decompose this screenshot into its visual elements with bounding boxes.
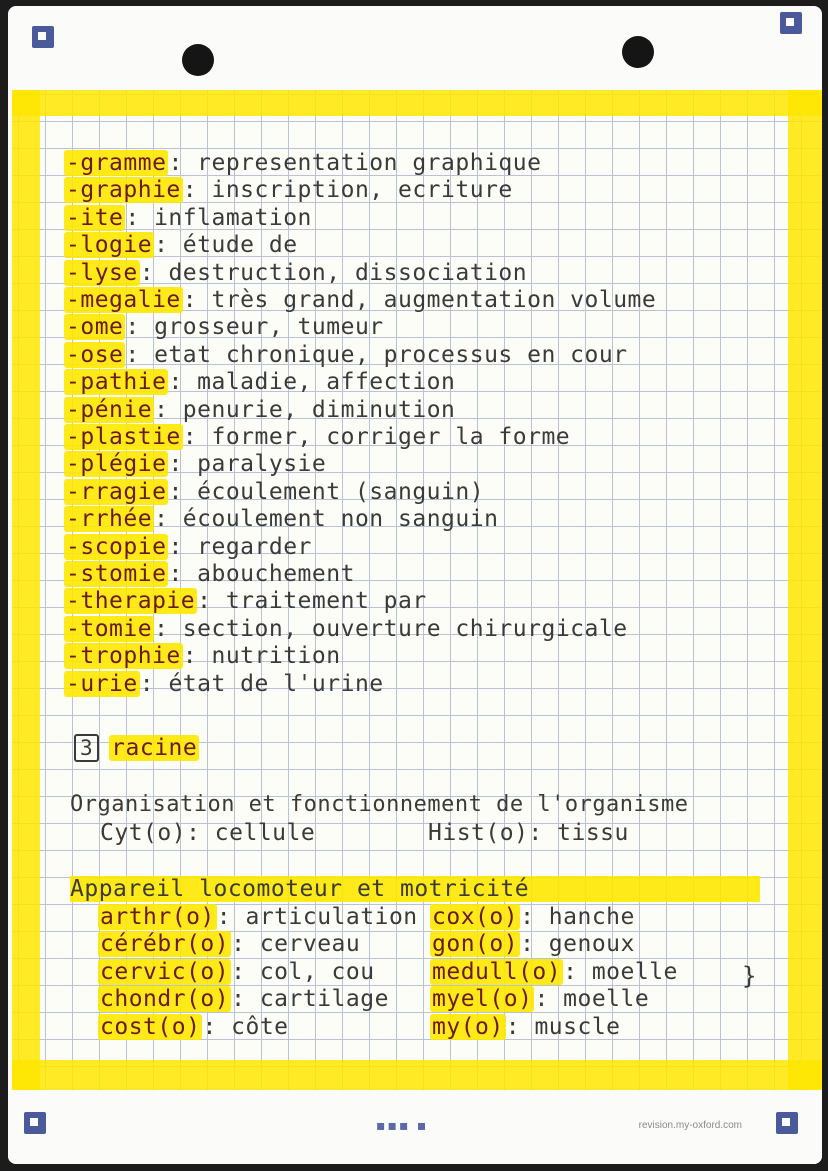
corner-mark-icon <box>24 1112 46 1134</box>
entry-row <box>430 931 635 957</box>
entry-term: cox(o) <box>432 904 519 930</box>
entry-definition: : très grand, augmentation volume <box>182 287 657 313</box>
entry-row <box>64 177 513 203</box>
entry-definition: : grosseur, tumeur <box>125 314 384 341</box>
entry-row <box>430 986 649 1012</box>
entry-term: -logie <box>66 232 153 259</box>
entry-row <box>64 205 312 231</box>
entry-definition: : inflamation <box>125 204 312 231</box>
brace-mark: } <box>742 962 757 990</box>
highlight-border <box>12 1060 822 1090</box>
entry-term: chondr(o) <box>100 986 230 1013</box>
entry-definition: : inscription, ecriture <box>182 177 513 204</box>
entry-row <box>98 931 360 957</box>
entry-term: gon(o) <box>432 931 519 958</box>
corner-mark-icon <box>32 26 54 48</box>
entry-definition: : destruction, dissociation <box>139 259 528 286</box>
grid-paper <box>12 90 822 1090</box>
corner-mark-icon <box>776 1112 798 1134</box>
entry-term: -trophie <box>66 643 181 670</box>
entry-definition: : moelle <box>563 958 678 985</box>
entry-term: -urie <box>66 670 138 697</box>
entry-definition: : former, corriger la forme <box>182 424 571 450</box>
entry-definition: : cerveau <box>231 931 361 958</box>
entry-term: medull(o) <box>432 958 562 985</box>
entry-definition: : écoulement (sanguin) <box>168 478 485 505</box>
entry-term: cervic(o) <box>100 958 230 985</box>
entry-row <box>430 904 635 930</box>
entry-definition: : muscle <box>505 1013 621 1040</box>
entry-definition: : hanche <box>520 904 635 930</box>
entry-definition: : section, ouverture chirurgicale <box>154 615 628 642</box>
entry-definition: : col, cou <box>231 958 375 985</box>
entry-row <box>430 1014 621 1040</box>
entry-term: -plastie <box>66 424 181 450</box>
entry-row <box>64 671 384 697</box>
entry-term: cérébr(o) <box>100 931 230 958</box>
entry-definition: : moelle <box>534 986 650 1013</box>
entry-row <box>64 424 570 450</box>
entry-definition: : étude de <box>154 232 298 259</box>
entry-row <box>98 959 375 985</box>
entry-term: -therapie <box>66 588 196 615</box>
entry-row <box>64 287 656 313</box>
entry-term: arthr(o) <box>100 904 215 930</box>
entry-row <box>64 150 541 176</box>
section-title: racine <box>111 735 198 761</box>
entry-row <box>64 616 628 642</box>
entry-term: -scopie <box>66 533 167 560</box>
entry-row <box>98 904 418 930</box>
entry-definition: : regarder <box>168 533 312 560</box>
entry-definition: : abouchement <box>168 561 355 587</box>
entry-definition: : maladie, affection <box>168 369 456 396</box>
entry-row <box>430 959 678 985</box>
appareil-heading-text: Appareil locomoteur et motricité <box>70 876 530 902</box>
organisation-heading: Organisation et fonctionnement de l'organisme <box>70 792 689 817</box>
section-heading <box>74 734 199 762</box>
entry-definition: : écoulement non sanguin <box>154 506 499 533</box>
entry-row <box>64 314 384 340</box>
entry-definition: : penurie, diminution <box>154 396 456 423</box>
entry-definition: : etat chronique, processus en cour <box>125 341 628 368</box>
entry-definition: : côte <box>202 1013 289 1040</box>
appareil-heading <box>70 876 760 902</box>
entry-row <box>64 643 341 669</box>
notebook-page <box>8 6 822 1164</box>
entry-term: -rragie <box>66 478 167 505</box>
organisation-left: Cyt(o): cellule <box>100 820 316 846</box>
entry-definition: : état de l'urine <box>139 670 384 697</box>
entry-row <box>64 369 455 395</box>
entry-row <box>64 588 427 614</box>
dots-icon: ▪▪▪ ▪ <box>376 1118 429 1134</box>
entry-row <box>64 342 628 368</box>
highlight-border <box>788 90 822 1090</box>
highlight-border <box>12 90 822 116</box>
entry-term: -tomie <box>66 615 153 642</box>
entry-row <box>64 506 498 532</box>
entry-term: -stomie <box>66 561 167 587</box>
entry-term: my(o) <box>432 1013 504 1040</box>
entry-definition: : cartilage <box>231 986 389 1013</box>
entry-term: -megalie <box>66 287 181 313</box>
footer <box>8 1098 822 1164</box>
entry-row <box>64 397 455 423</box>
entry-definition: : traitement par <box>197 588 427 615</box>
entry-definition: : representation graphique <box>168 150 542 176</box>
entry-row <box>64 479 484 505</box>
entry-term: -graphie <box>66 177 181 204</box>
entry-definition: : articulation <box>216 904 418 930</box>
entry-term: -gramme <box>66 150 167 176</box>
entry-term: -lyse <box>66 259 138 286</box>
binder-hole <box>622 36 654 68</box>
entry-term: myel(o) <box>432 986 533 1013</box>
entry-row <box>64 561 355 587</box>
section-number: 3 <box>74 734 99 762</box>
entry-row <box>64 451 326 477</box>
footer-url: revision.my-oxford.com <box>638 1120 742 1131</box>
entry-row <box>64 232 298 258</box>
entry-term: -ome <box>66 314 124 341</box>
entry-row <box>98 986 389 1012</box>
corner-mark-icon <box>780 12 802 34</box>
entry-term: cost(o) <box>100 1013 201 1040</box>
entry-row <box>64 260 527 286</box>
entry-term: -plégie <box>66 451 167 478</box>
binder-hole <box>182 44 214 76</box>
entry-term: -ite <box>66 204 124 231</box>
highlight-border <box>12 90 40 1090</box>
entry-term: -pénie <box>66 396 153 423</box>
entry-term: -ose <box>66 341 124 368</box>
entry-term: -pathie <box>66 369 167 396</box>
entry-definition: : nutrition <box>182 643 341 670</box>
entry-definition: : paralysie <box>168 451 327 478</box>
organisation-right: Hist(o): tissu <box>428 820 629 846</box>
entry-term: -rrhée <box>66 506 153 533</box>
entry-row <box>98 1014 289 1040</box>
entry-definition: : genoux <box>520 931 635 958</box>
entry-row <box>64 534 312 560</box>
